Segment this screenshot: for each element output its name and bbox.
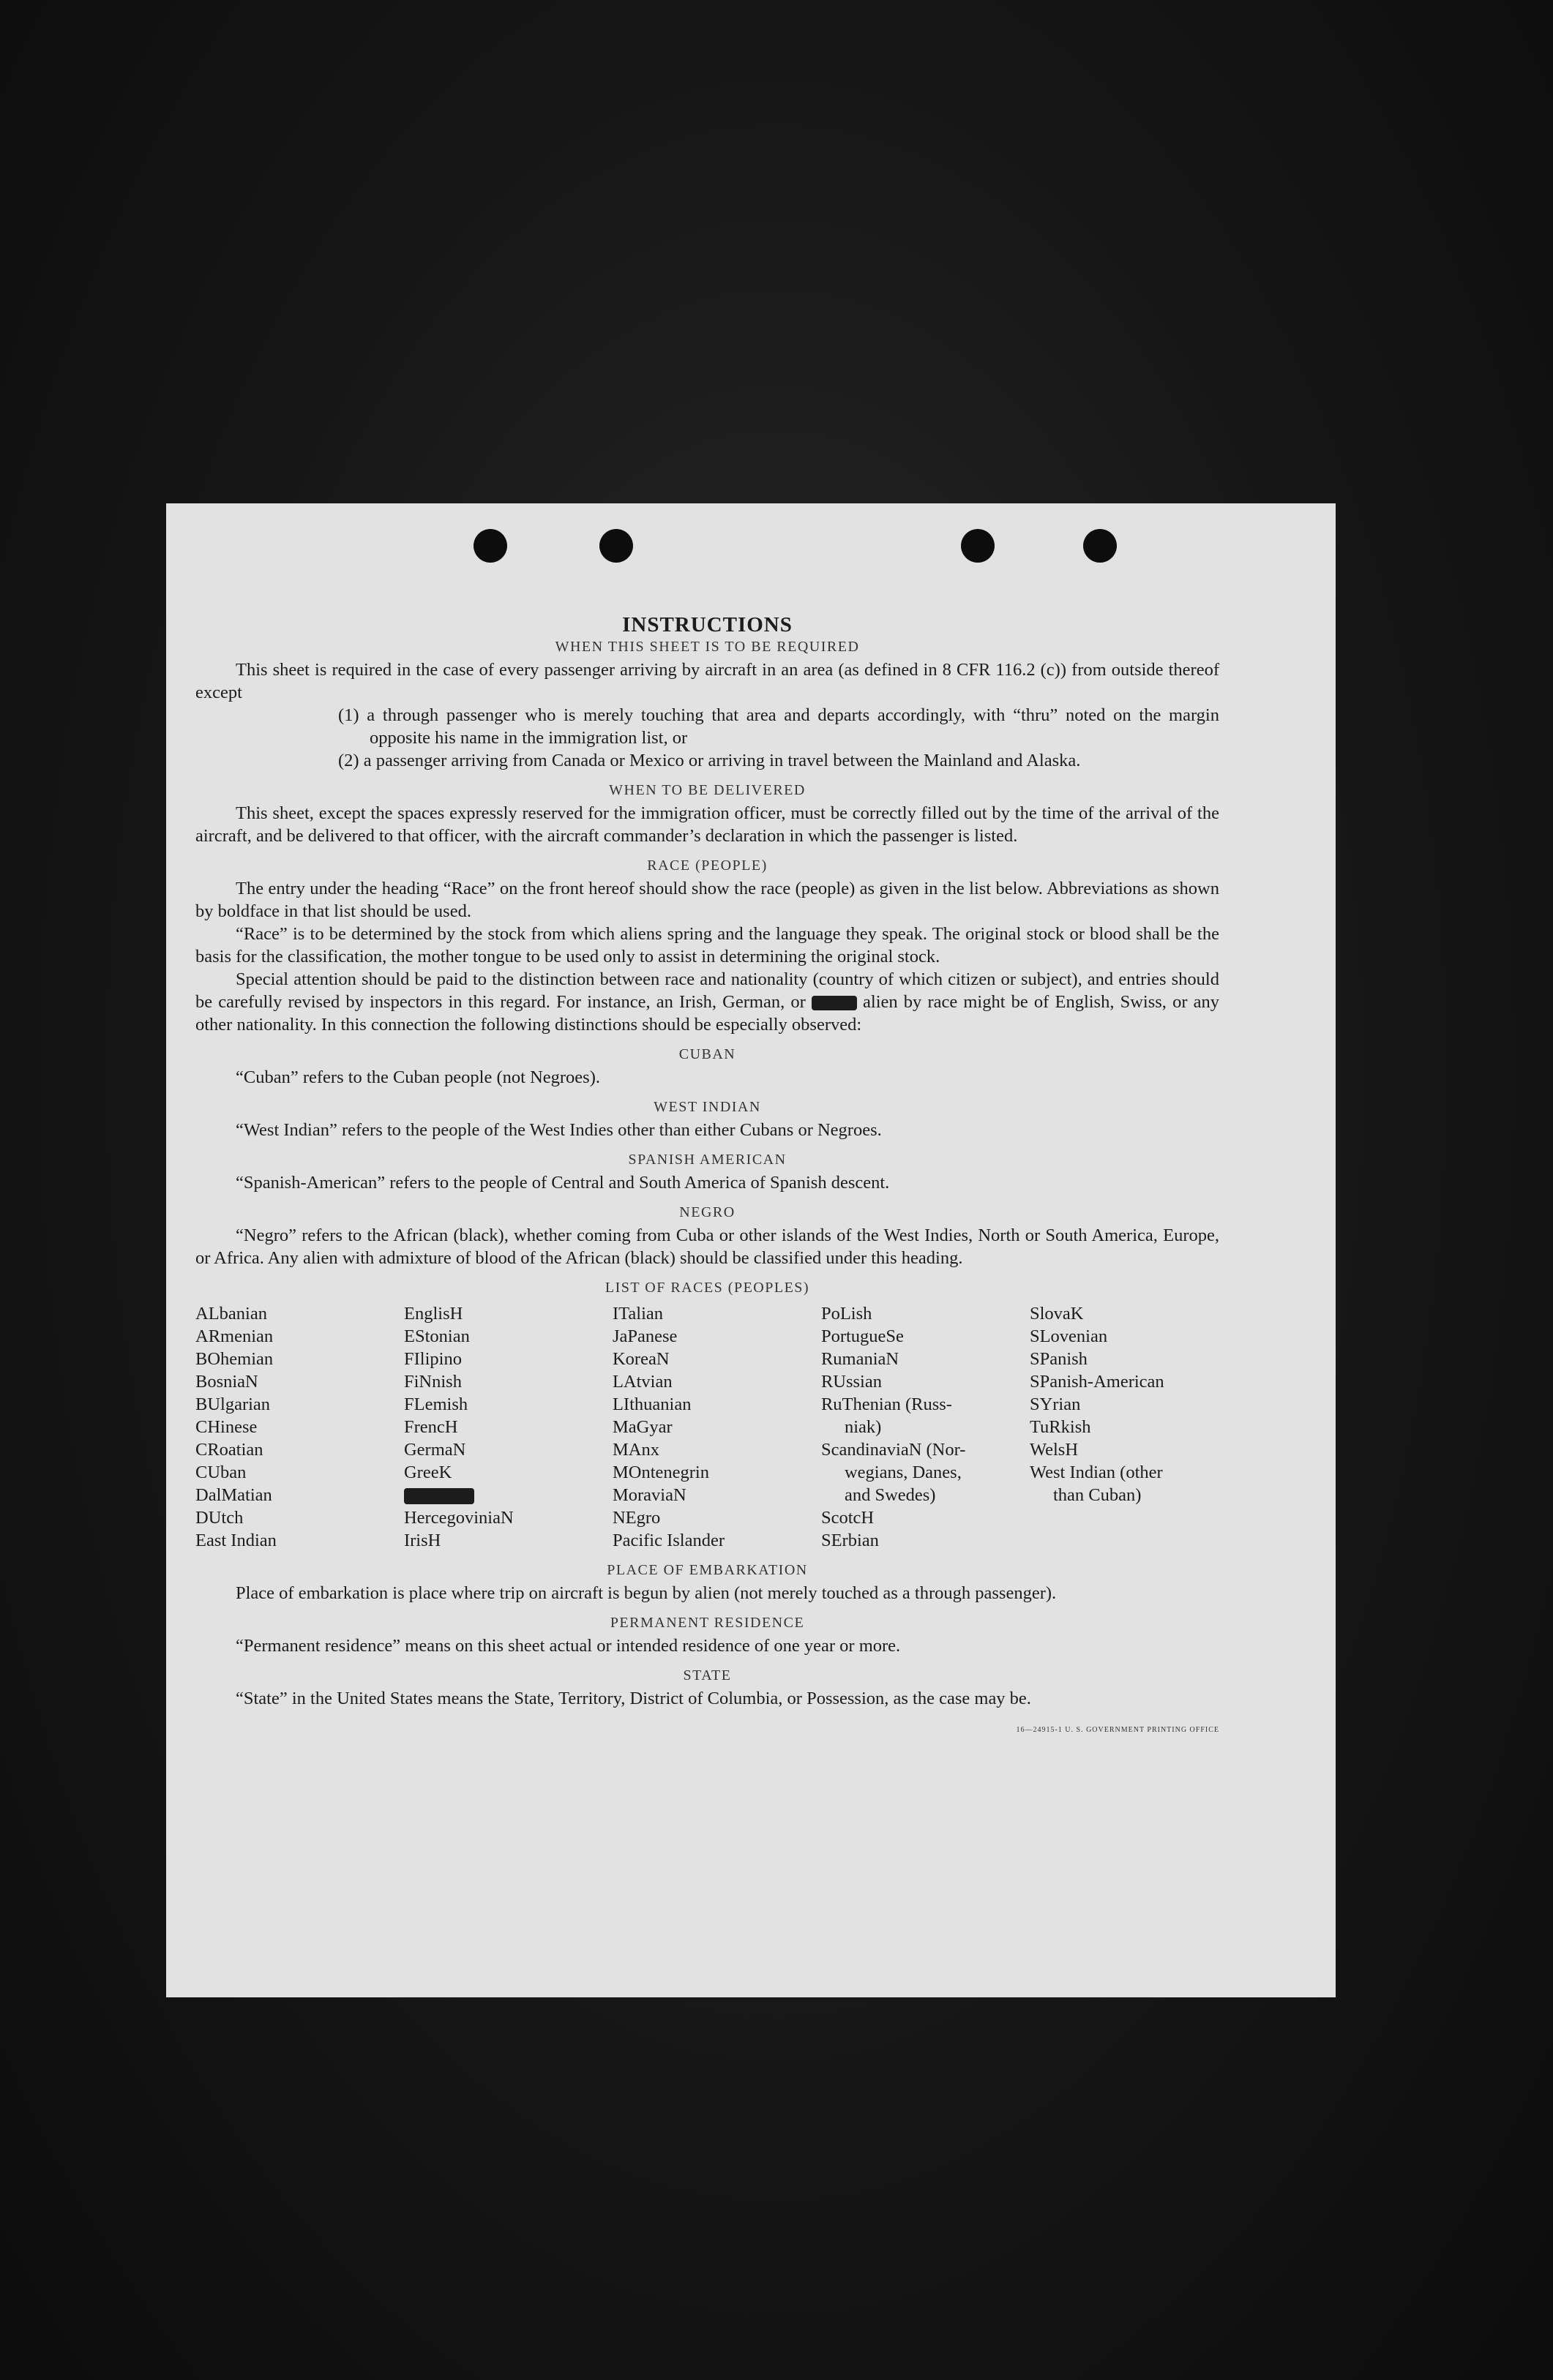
race-item: ScotcH bbox=[820, 1508, 875, 1528]
race-item: ScandinaviaN (Nor- bbox=[820, 1440, 966, 1460]
race-item-redacted bbox=[404, 1484, 613, 1506]
race-item: SlovaK bbox=[1029, 1304, 1084, 1324]
race-item: than Cuban) bbox=[1052, 1485, 1142, 1505]
instruction-sheet bbox=[166, 503, 1336, 1997]
redaction-mark bbox=[404, 1488, 474, 1504]
race-item: BUlgarian bbox=[195, 1394, 271, 1414]
document-title: INSTRUCTIONS bbox=[622, 613, 793, 637]
section-heading: LIST OF RACES (PEOPLES) bbox=[605, 1280, 810, 1296]
redaction-mark bbox=[812, 996, 857, 1010]
race-item: NEgro bbox=[612, 1508, 661, 1528]
race-item: HercegoviniaN bbox=[403, 1508, 514, 1528]
paragraph: “West Indian” refers to the people of the West Indies other than either Cubans or Negroes. bbox=[236, 1120, 882, 1140]
race-item: BOhemian bbox=[195, 1349, 274, 1369]
race-item: niak) bbox=[844, 1417, 882, 1437]
race-item: SLovenian bbox=[1029, 1326, 1108, 1346]
race-column bbox=[404, 1302, 613, 1552]
paragraph-text: “State” in the United States means the State, Territory, District of Columbia, or Possession, as the case may be. bbox=[236, 1689, 1031, 1708]
race-item: EnglisH bbox=[403, 1304, 463, 1324]
race-item: SPanish bbox=[1029, 1349, 1088, 1369]
race-item: East Indian bbox=[195, 1531, 277, 1550]
punch-hole bbox=[961, 529, 995, 563]
race-column bbox=[821, 1302, 1030, 1552]
race-column bbox=[1030, 1302, 1219, 1552]
paragraph: This sheet is required in the case of every passenger arriving by aircraft in an area (as defined in 8 CFR 116.2 (c)) from outside thereof except bbox=[195, 660, 1219, 702]
race-item: DUtch bbox=[195, 1508, 244, 1528]
section-heading: WEST INDIAN bbox=[654, 1099, 761, 1115]
race-column bbox=[613, 1302, 821, 1552]
race-item: RumaniaN bbox=[820, 1349, 899, 1369]
race-item: SPanish-American bbox=[1029, 1372, 1164, 1392]
race-item: WelsH bbox=[1029, 1440, 1079, 1460]
paragraph-text: alien by race might be of English, Swiss, or any other nationality. In this connection the following distinctions should be especially observed: bbox=[195, 992, 1219, 1035]
race-item: MOntenegrin bbox=[612, 1463, 709, 1482]
race-item: CUban bbox=[195, 1463, 247, 1482]
punch-hole bbox=[1083, 529, 1117, 563]
race-item: DalMatian bbox=[195, 1485, 272, 1505]
paragraph bbox=[195, 1687, 1219, 1734]
paragraph-text: Special attention should be paid to the distinction between race and nationality (country of which citizen or subject), and entries should be carefully revised by inspectors in this regard. For instance, an Irish, German, or bbox=[195, 969, 1219, 1012]
race-item: GermaN bbox=[403, 1440, 466, 1460]
race-item: BosniaN bbox=[195, 1372, 258, 1392]
print-code: 16—24915-1 U. S. GOVERNMENT PRINTING OFFICE bbox=[1016, 1726, 1219, 1734]
race-item: LIthuanian bbox=[612, 1394, 692, 1414]
race-item: Pacific Islander bbox=[612, 1531, 725, 1550]
race-item: West Indian (other bbox=[1029, 1463, 1163, 1482]
race-item: MAnx bbox=[612, 1440, 659, 1460]
race-item: IrisH bbox=[403, 1531, 441, 1550]
paragraph: “Negro” refers to the African (black), whether coming from Cuba or other islands of the West Indies, North or South America, Europe, or Africa. Any alien with admixture of blood of the African (black) should be classified under this heading. bbox=[195, 1225, 1219, 1268]
race-item: MaGyar bbox=[612, 1417, 673, 1437]
race-item: LAtvian bbox=[612, 1372, 673, 1392]
list-item: (1) a through passenger who is merely touching that area and departs accordingly, with “thru” noted on the margin opposite his name in the immigration list, or bbox=[338, 705, 1219, 748]
race-item: GreeK bbox=[403, 1463, 452, 1482]
race-item: wegians, Danes, bbox=[844, 1463, 962, 1482]
race-item: JaPanese bbox=[612, 1326, 678, 1346]
section-heading: PERMANENT RESIDENCE bbox=[610, 1615, 805, 1631]
race-item: SYrian bbox=[1029, 1394, 1081, 1414]
punch-hole bbox=[474, 529, 507, 563]
paragraph: Place of embarkation is place where trip on aircraft is begun by alien (not merely touched as a through passenger). bbox=[236, 1583, 1057, 1603]
list-item: (2) a passenger arriving from Canada or Mexico or arriving in travel between the Mainland and Alaska. bbox=[338, 751, 1081, 770]
paragraph: “Spanish-American” refers to the people of Central and South America of Spanish descent. bbox=[236, 1173, 890, 1193]
section-heading: WHEN TO BE DELIVERED bbox=[609, 782, 806, 798]
section-heading: PLACE OF EMBARKATION bbox=[607, 1562, 808, 1578]
paragraph: This sheet, except the spaces expressly reserved for the immigration officer, must be correctly filled out by the time of the arrival of the aircraft, and be delivered to that officer, with the aircraft commander’s declaration in which the passenger is listed. bbox=[195, 803, 1219, 846]
section-heading: NEGRO bbox=[679, 1204, 736, 1220]
race-item: ITalian bbox=[612, 1304, 663, 1324]
race-column bbox=[195, 1302, 404, 1552]
race-item: and Swedes) bbox=[844, 1485, 936, 1505]
punch-hole bbox=[599, 529, 633, 563]
race-item: TuRkish bbox=[1029, 1417, 1091, 1437]
paragraph: “Race” is to be determined by the stock from which aliens spring and the language they speak. The original stock or blood shall be the basis for the classification, the mother tongue to be used only to assist in determining the original stock. bbox=[195, 924, 1219, 966]
paragraph: “Permanent residence” means on this sheet actual or intended residence of one year or more. bbox=[236, 1636, 901, 1656]
race-item: FrencH bbox=[403, 1417, 458, 1437]
paragraph bbox=[195, 968, 1219, 1036]
race-item: PoLish bbox=[820, 1304, 872, 1324]
race-item: RuThenian (Russ- bbox=[820, 1394, 952, 1414]
race-list bbox=[195, 1302, 1219, 1552]
race-item: MoraviaN bbox=[612, 1485, 686, 1505]
race-item: KoreaN bbox=[612, 1349, 670, 1369]
section-heading: WHEN THIS SHEET IS TO BE REQUIRED bbox=[555, 639, 860, 655]
section-heading: STATE bbox=[683, 1667, 732, 1683]
paragraph: “Cuban” refers to the Cuban people (not Negroes). bbox=[236, 1067, 600, 1087]
race-item: FLemish bbox=[403, 1394, 468, 1414]
race-item: FiNnish bbox=[403, 1372, 462, 1392]
race-item: FIlipino bbox=[403, 1349, 462, 1369]
race-item: EStonian bbox=[403, 1326, 470, 1346]
race-item: ALbanian bbox=[195, 1304, 267, 1324]
section-heading: CUBAN bbox=[678, 1046, 736, 1062]
race-item: CHinese bbox=[195, 1417, 258, 1437]
race-item: ARmenian bbox=[195, 1326, 274, 1346]
race-item: SErbian bbox=[820, 1531, 879, 1550]
race-item: RUssian bbox=[820, 1372, 882, 1392]
race-item: CRoatian bbox=[195, 1440, 263, 1460]
race-item: PortugueSe bbox=[820, 1326, 904, 1346]
paragraph: The entry under the heading “Race” on the front hereof should show the race (people) as given in the list below. Abbreviations as shown by boldface in that list should be used. bbox=[195, 879, 1219, 921]
section-heading: SPANISH AMERICAN bbox=[628, 1152, 787, 1168]
section-heading: RACE (PEOPLE) bbox=[647, 857, 768, 874]
